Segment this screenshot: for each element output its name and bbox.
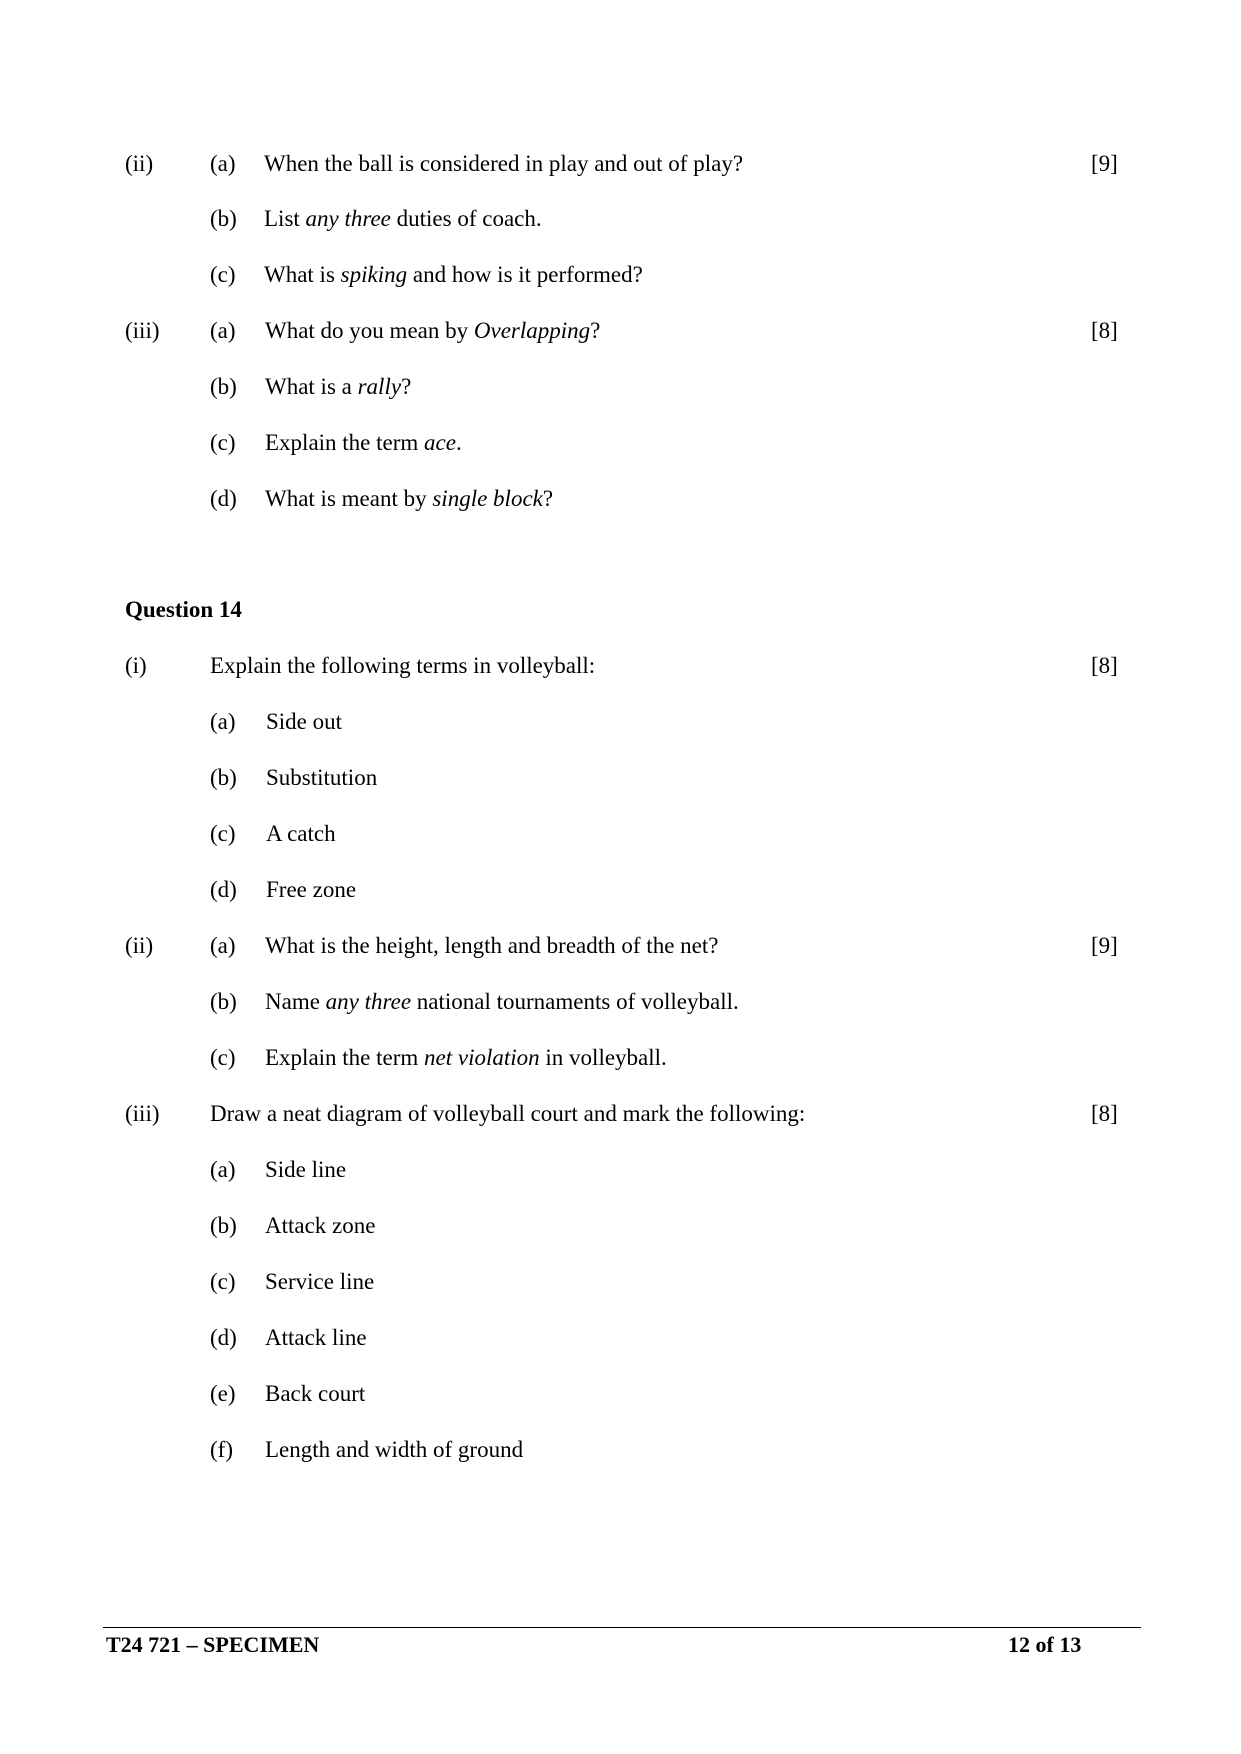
- subpart-label: (e): [210, 1381, 236, 1406]
- italic-term: single block: [432, 486, 543, 511]
- question-text: [264, 207, 542, 230]
- part-number: (i): [125, 653, 147, 678]
- text-segment: Explain the term: [265, 430, 425, 455]
- marks: [8]: [1091, 318, 1118, 343]
- subpart-label: (d): [210, 486, 237, 511]
- text-segment: national tournaments of volleyball.: [411, 989, 739, 1014]
- term-text: Attack zone: [265, 1213, 376, 1238]
- page-number: 12 of 13: [1008, 1632, 1082, 1657]
- italic-term: net violation: [424, 1045, 540, 1070]
- text-segment: What is meant by: [265, 486, 433, 511]
- subpart-label: (c): [210, 1045, 236, 1070]
- question-text: [265, 375, 411, 398]
- part-number: (ii): [125, 151, 154, 176]
- question-text: [265, 990, 739, 1013]
- question-text: What is the height, length and breadth of the net?: [265, 933, 719, 958]
- text-segment: .: [455, 430, 462, 455]
- subpart-label: (a): [210, 709, 236, 734]
- term-text: Substitution: [266, 765, 378, 790]
- term-text: A catch: [266, 821, 336, 846]
- question-text: [265, 487, 553, 510]
- question-heading: Question 14: [125, 597, 242, 622]
- question-text: [265, 1046, 667, 1069]
- subpart-label: (c): [210, 1269, 236, 1294]
- term-text: Attack line: [265, 1325, 367, 1350]
- question-text: [264, 263, 643, 286]
- italic-term: spiking: [340, 262, 408, 287]
- italic-term: Overlapping: [473, 318, 591, 343]
- text-segment: ?: [590, 318, 601, 343]
- italic-term: any three: [325, 989, 412, 1014]
- subpart-label: (a): [210, 933, 236, 958]
- text-segment: What is a: [265, 374, 358, 399]
- term-text: Service line: [265, 1269, 375, 1294]
- subpart-label: (c): [210, 430, 236, 455]
- part-number: (iii): [125, 318, 160, 343]
- subpart-label: (c): [210, 262, 236, 287]
- italic-term: rally: [357, 374, 402, 399]
- subpart-label: (a): [210, 318, 236, 343]
- text-segment: in volleyball.: [539, 1045, 667, 1070]
- subpart-label: (c): [210, 821, 236, 846]
- subpart-label: (b): [210, 765, 237, 790]
- subpart-label: (d): [210, 1325, 237, 1350]
- text-segment: and how is it performed?: [407, 262, 643, 287]
- text-segment: Name: [265, 989, 326, 1014]
- question-text: Explain the following terms in volleyball:: [210, 653, 596, 678]
- italic-term: ace: [424, 430, 456, 455]
- question-text: [265, 431, 462, 454]
- text-segment: ?: [542, 486, 554, 511]
- text-segment: What do you mean by: [265, 318, 474, 343]
- subpart-label: (d): [210, 877, 237, 902]
- subpart-label: (b): [210, 989, 237, 1014]
- marks: [9]: [1091, 151, 1118, 176]
- marks: [8]: [1091, 653, 1118, 678]
- question-text: Draw a neat diagram of volleyball court and mark the following:: [210, 1101, 806, 1126]
- term-text: Back court: [265, 1381, 366, 1406]
- text-segment: Explain the term: [265, 1045, 425, 1070]
- marks: [9]: [1091, 933, 1118, 958]
- term-text: Length and width of ground: [265, 1437, 524, 1462]
- term-text: Side out: [266, 709, 343, 734]
- part-number: (iii): [125, 1101, 160, 1126]
- subpart-label: (b): [210, 374, 237, 399]
- marks: [8]: [1091, 1101, 1118, 1126]
- question-text: [265, 319, 600, 342]
- subpart-label: (a): [210, 151, 236, 176]
- term-text: Side line: [265, 1157, 347, 1182]
- text-segment: duties of coach.: [390, 206, 542, 231]
- question-text: When the ball is considered in play and out of play?: [264, 151, 744, 176]
- footer-rule: [103, 1627, 1141, 1628]
- subpart-label: (b): [210, 1213, 237, 1238]
- subpart-label: (a): [210, 1157, 236, 1182]
- text-segment: ?: [401, 374, 412, 399]
- part-number: (ii): [125, 933, 154, 958]
- italic-term: any three: [305, 206, 391, 231]
- subpart-label: (b): [210, 206, 237, 231]
- text-segment: What is: [264, 262, 341, 287]
- paper-code: T24 721 – SPECIMEN: [106, 1632, 320, 1657]
- term-text: Free zone: [266, 877, 357, 902]
- text-segment: List: [264, 206, 306, 231]
- subpart-label: (f): [210, 1437, 233, 1462]
